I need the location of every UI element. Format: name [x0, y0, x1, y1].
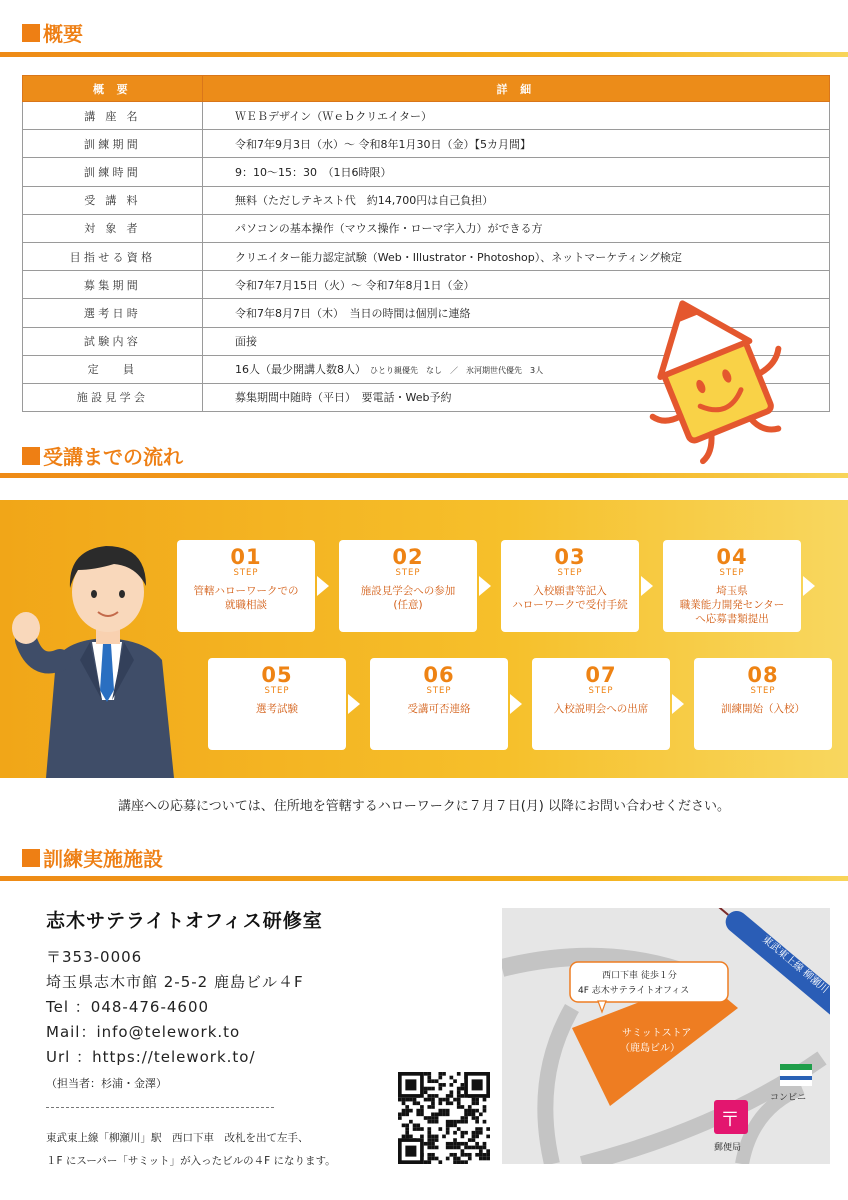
- row-value-text: ＷＥＢデザイン（Ｗｅｂクリエイター）: [235, 109, 433, 123]
- access-map: [502, 908, 830, 1164]
- row-label: 募集期間: [23, 271, 203, 299]
- step-card-02: [339, 540, 477, 632]
- table-row: [23, 158, 830, 186]
- flow-heading: [22, 441, 183, 470]
- facility-title: 訓練実施施設: [43, 847, 163, 871]
- step-card-04: [663, 540, 801, 632]
- step-description: 入校願書等記入 ハローワークで受付手続: [512, 585, 628, 611]
- row-value: [203, 102, 830, 130]
- step-description: 受講可否連絡: [407, 703, 471, 715]
- row-value-text: 16人（最少開講人数8人）: [235, 363, 366, 377]
- row-label: 施設見学会: [23, 383, 203, 411]
- table-row: [23, 242, 830, 270]
- facility-mail: Mail：info@telework.to: [46, 1023, 241, 1041]
- step-number: 03: [554, 545, 586, 569]
- step-card-07: [532, 658, 670, 750]
- railway-label: 東武東上線 柳瀬川: [759, 934, 830, 996]
- row-value-note: ひとり親優先 なし ／ 氷河期世代優先 3人: [370, 366, 544, 376]
- overview-heading: [22, 18, 83, 47]
- step-number: 02: [392, 545, 424, 569]
- facility-heading: [22, 843, 163, 872]
- step-card-05: [208, 658, 346, 750]
- step-number: 05: [261, 663, 293, 687]
- overview-rule: [0, 52, 848, 57]
- map-callout-2: 4F 志木サテライトオフィス: [578, 986, 690, 996]
- access-line-1: 東武東上線「柳瀬川」駅 西口下車 改札を出て左手、: [46, 1132, 309, 1144]
- flow-arrow-icon: [348, 694, 360, 714]
- step-label: STEP: [719, 568, 745, 578]
- facility-rule: [0, 876, 848, 881]
- row-value-text: 令和7年8月7日（木） 当日の時間は個別に連絡: [235, 306, 471, 320]
- step-number: 04: [716, 545, 748, 569]
- step-description: 入校説明会への出席: [553, 703, 649, 715]
- table-row: [23, 214, 830, 242]
- pencil-mascot-icon: [622, 292, 807, 472]
- businessman-illustration-icon: [6, 510, 186, 778]
- row-value-text: パソコンの基本操作（マウス操作・ローマ字入力）ができる方: [235, 222, 543, 236]
- step-card-08: [694, 658, 832, 750]
- row-label: 講 座 名: [23, 102, 203, 130]
- heading-square-icon: [22, 447, 40, 465]
- facility-name: 志木サテライトオフィス研修室: [46, 910, 323, 932]
- step-description: 施設見学会への参加 (任意): [360, 585, 456, 611]
- row-label: 受 講 料: [23, 186, 203, 214]
- header-col-label: 概 要: [23, 76, 203, 102]
- step-label: STEP: [233, 568, 259, 578]
- step-label: STEP: [395, 568, 421, 578]
- row-value-text: 令和7年7月15日（火）～ 令和7年8月1日（金）: [235, 278, 475, 292]
- step-number: 07: [585, 663, 617, 687]
- facility-tel: Tel ：048-476-4600: [46, 998, 210, 1016]
- flow-arrow-icon: [317, 576, 329, 596]
- flow-arrow-icon: [479, 576, 491, 596]
- flow-arrow-icon: [803, 576, 815, 596]
- row-label: 訓練時間: [23, 158, 203, 186]
- step-number: 01: [230, 545, 262, 569]
- heading-square-icon: [22, 849, 40, 867]
- row-value: [203, 186, 830, 214]
- facility-url: Url ：https://telework.to/: [46, 1048, 256, 1066]
- step-description: 選考試験: [256, 703, 298, 715]
- store-label-2: （鹿島ビル）: [620, 1043, 680, 1054]
- row-value-text: 募集期間中随時（平日） 要電話・Web予約: [235, 391, 452, 405]
- application-notice: 講座への応募については、住所地を管轄するハローワークに７月７日(月) 以降にお問い合わせください。: [117, 799, 731, 814]
- row-value-text: 無料（ただしテキスト代 約14,700円は自己負担）: [235, 194, 494, 208]
- step-label: STEP: [588, 686, 614, 696]
- row-value-text: クリエイター能力認定試験（Web・Illustrator・Photoshop）、ネットマーケティング検定: [235, 250, 682, 264]
- step-description: 管轄ハローワークでの 就職相談: [193, 585, 299, 611]
- divider: [46, 1107, 274, 1108]
- header-col-detail: 詳 細: [203, 76, 830, 102]
- row-value: [203, 214, 830, 242]
- table-row: [23, 186, 830, 214]
- step-label: STEP: [426, 686, 452, 696]
- step-number: 08: [747, 663, 779, 687]
- row-value-text: 9：10～15：30 （1日6時限）: [235, 165, 392, 179]
- row-value-text: 面接: [235, 335, 257, 349]
- row-value: [203, 242, 830, 270]
- row-label: 目指せる資格: [23, 242, 203, 270]
- row-label: 対 象 者: [23, 214, 203, 242]
- table-row: [23, 130, 830, 158]
- access-line-2: １F にスーパー「サミット」が入ったビルの４F になります。: [46, 1155, 336, 1167]
- flow-title: 受講までの流れ: [43, 445, 183, 469]
- facility-contact: （担当者：杉浦・金澤）: [46, 1077, 167, 1090]
- row-label: 選考日時: [23, 299, 203, 327]
- row-label: 試験内容: [23, 327, 203, 355]
- overview-title: 概要: [43, 22, 83, 46]
- facility-zip: 〒353-0006: [46, 948, 143, 966]
- row-label: 訓練期間: [23, 130, 203, 158]
- convenience-label: コンビニ: [770, 1093, 807, 1103]
- flow-arrow-icon: [510, 694, 522, 714]
- step-label: STEP: [750, 686, 776, 696]
- flow-rule: [0, 473, 848, 478]
- step-description: 訓練開始（入校）: [721, 703, 805, 715]
- flow-arrow-icon: [641, 576, 653, 596]
- table-row: [23, 102, 830, 130]
- row-value: [203, 130, 830, 158]
- step-description: 埼玉県 職業能力開発センター へ応募書類提出: [679, 585, 785, 625]
- store-label-1: サミットストア: [622, 1028, 692, 1039]
- table-header-row: [23, 76, 830, 102]
- heading-square-icon: [22, 24, 40, 42]
- row-value: [203, 158, 830, 186]
- step-card-03: [501, 540, 639, 632]
- post-label: 郵便局: [714, 1143, 742, 1153]
- qr-code-icon: [398, 1072, 490, 1164]
- row-value-text: 令和7年9月3日（水）～ 令和8年1月30日（金）【5カ月間】: [235, 137, 531, 151]
- facility-address: 埼玉県志木市館 2-5-2 鹿島ビル４F: [46, 973, 304, 991]
- flow-arrow-icon: [672, 694, 684, 714]
- svg-text:〒: 〒: [720, 1107, 740, 1131]
- step-number: 06: [423, 663, 455, 687]
- step-card-06: [370, 658, 508, 750]
- step-label: STEP: [557, 568, 583, 578]
- step-label: STEP: [264, 686, 290, 696]
- row-label: 定 員: [23, 355, 203, 383]
- map-callout-1: 西口下車 徒歩１分: [602, 971, 677, 981]
- step-card-01: [177, 540, 315, 632]
